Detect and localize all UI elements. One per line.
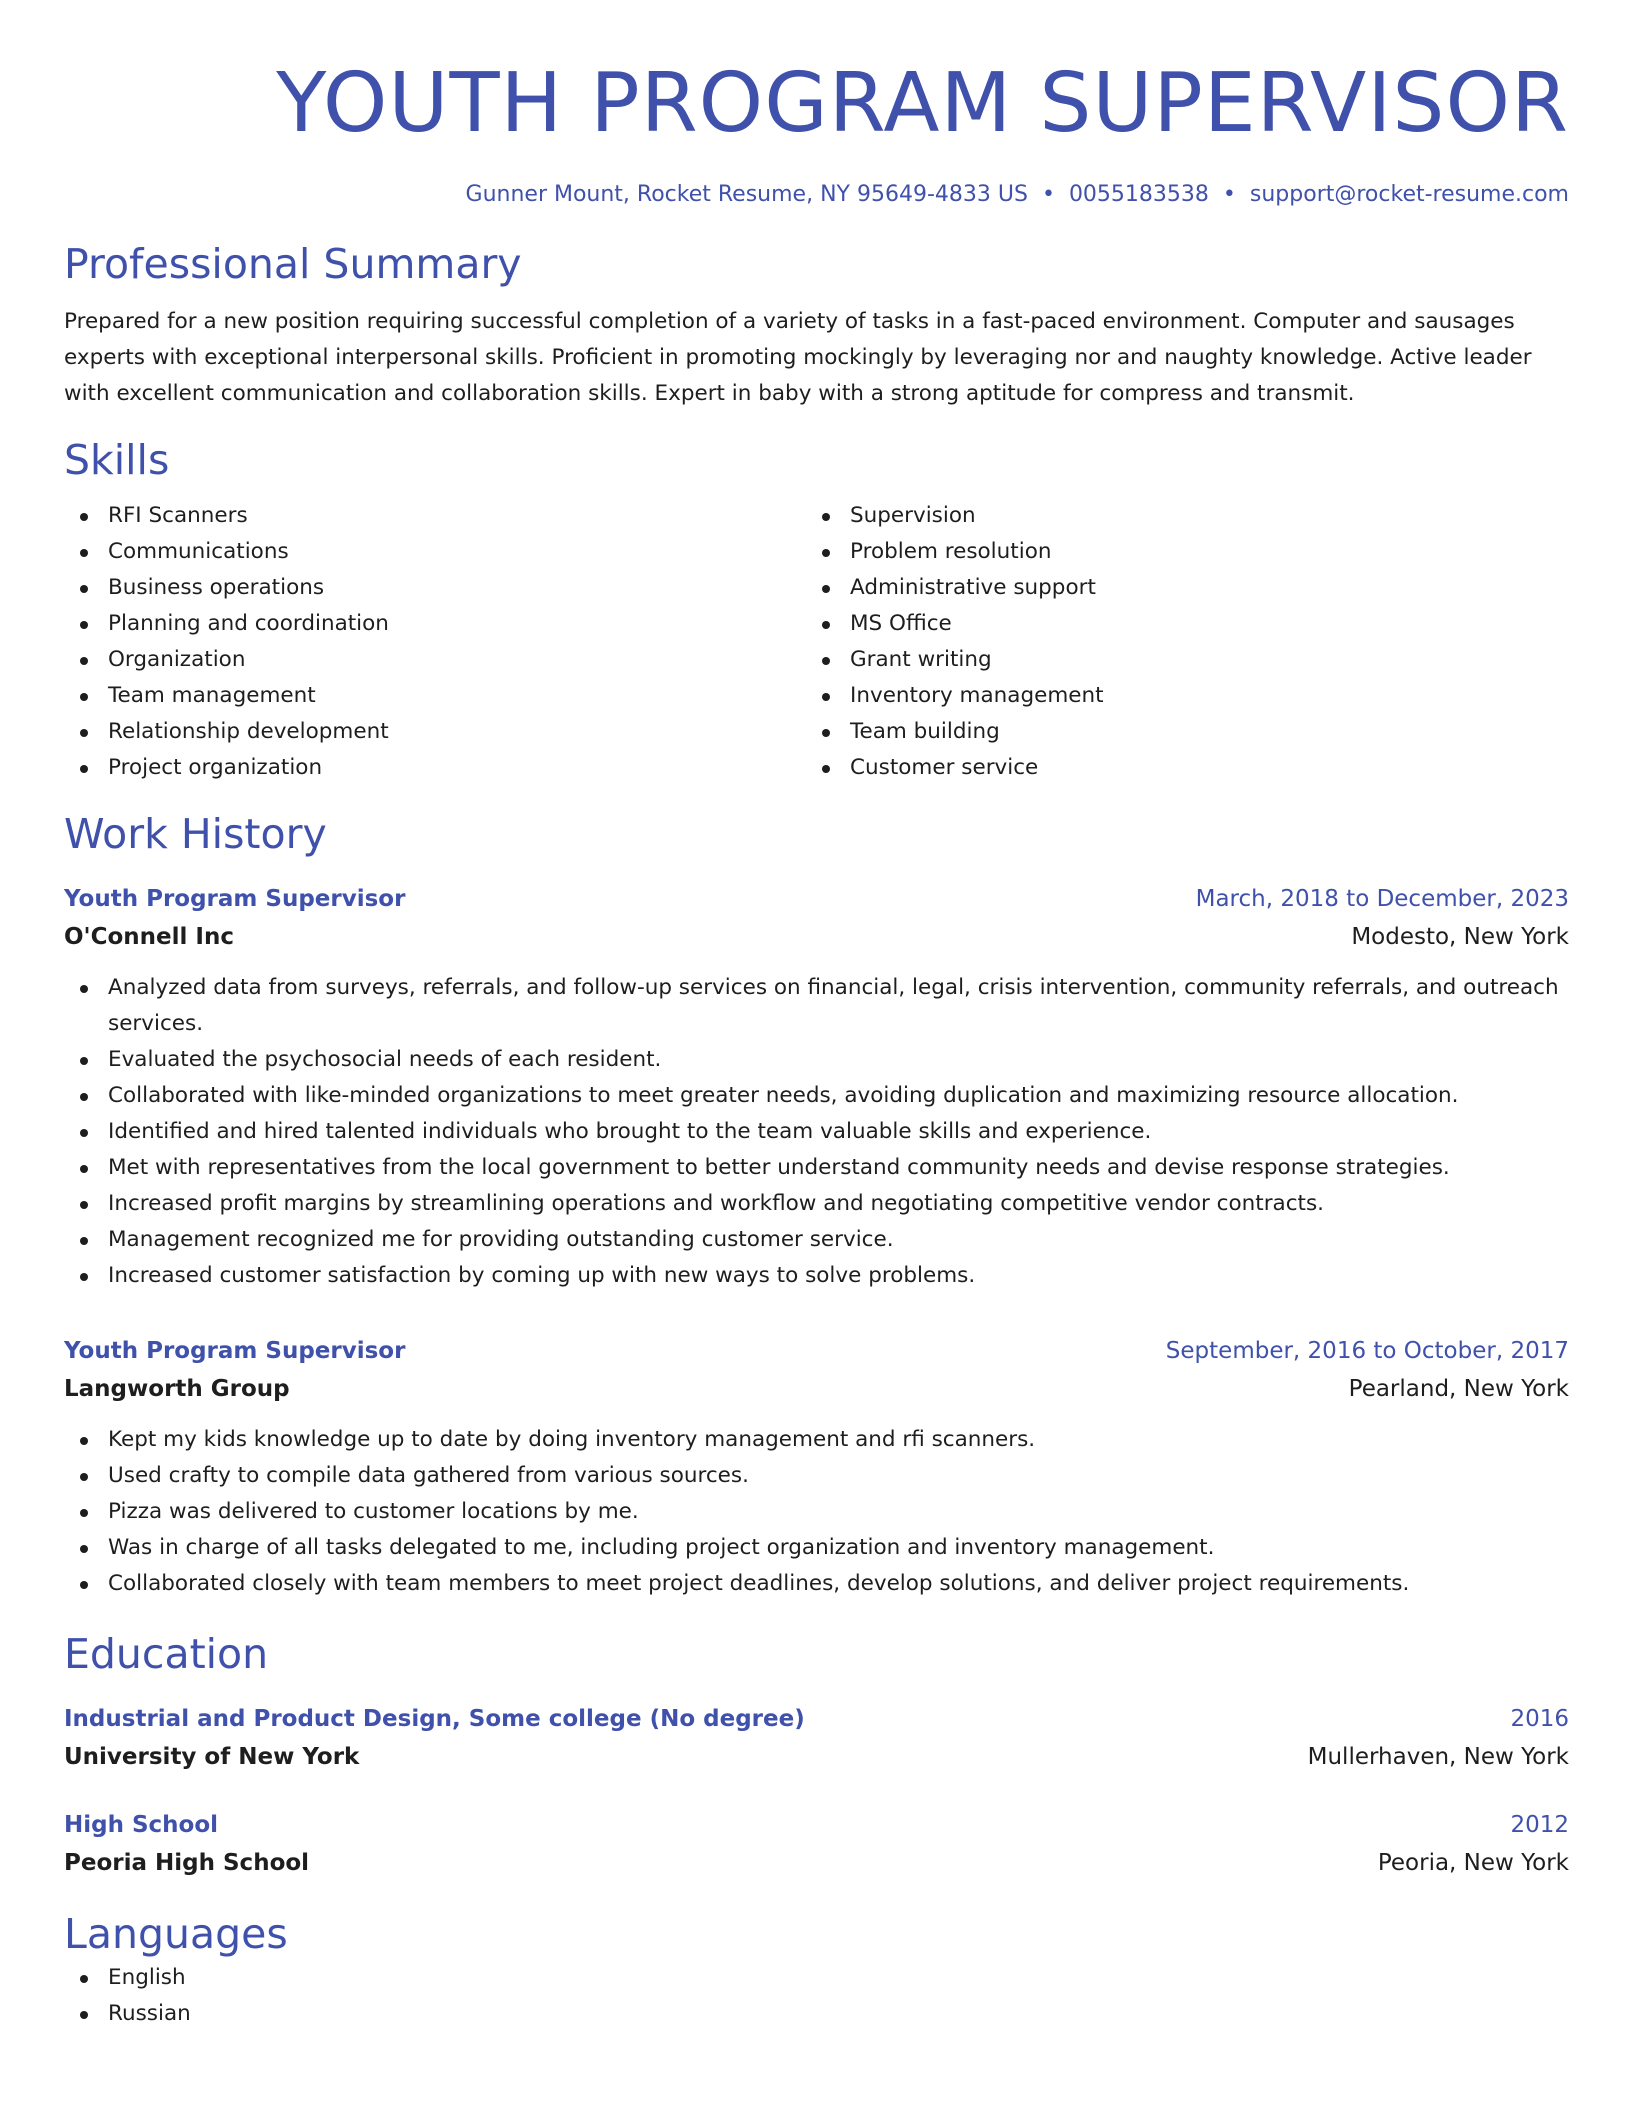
education-entry [64, 1806, 1569, 1882]
job-duty: Increased customer satisfaction by coming up with new ways to solve problems. [64, 1258, 1569, 1294]
education-school-row [64, 1844, 1569, 1882]
skill-item: Business operations [64, 570, 806, 606]
job-duty: Pizza was delivered to customer locations by me. [64, 1494, 1569, 1530]
skill-item: Relationship development [64, 714, 806, 750]
job-duties-list [64, 1422, 1569, 1602]
skill-item: Team building [806, 714, 1548, 750]
job-duty: Collaborated closely with team members to meet project deadlines, develop solutions, and deliver project requirements. [64, 1566, 1569, 1602]
job-company-row [64, 1370, 1569, 1408]
skill-item: Inventory management [806, 678, 1548, 714]
job-duty: Analyzed data from surveys, referrals, and follow-up services on financial, legal, crisis intervention, community referrals, and outreach services. [64, 970, 1569, 1042]
job-duty: Collaborated with like-minded organizations to meet greater needs, avoiding duplication and maximizing resource allocation. [64, 1078, 1569, 1114]
education-school: University of New York [64, 1744, 360, 1770]
job-duty: Used crafty to compile data gathered from various sources. [64, 1458, 1569, 1494]
education-header-row [64, 1806, 1569, 1844]
education-degree: High School [64, 1812, 219, 1838]
job-company: O'Connell Inc [64, 924, 234, 950]
skill-item: MS Office [806, 606, 1548, 642]
job-dates: September, 2016 to October, 2017 [1165, 1338, 1569, 1364]
job-duties-list [64, 970, 1569, 1294]
summary-heading: Professional Summary [64, 240, 522, 288]
skills-list-left [64, 498, 806, 786]
job-company-row [64, 918, 1569, 956]
education-section [64, 1628, 1569, 1882]
education-heading: Education [64, 1630, 269, 1678]
resume-header [64, 0, 1569, 210]
languages-section [64, 1908, 1569, 2032]
skill-item: Organization [64, 642, 806, 678]
job-role: Youth Program Supervisor [64, 886, 406, 912]
contact-phone: 0055183538 [1068, 182, 1209, 207]
skill-item: Problem resolution [806, 534, 1548, 570]
skill-item: Administrative support [806, 570, 1548, 606]
education-year: 2012 [1510, 1812, 1569, 1838]
skills-section [64, 434, 1569, 786]
language-item: Russian [64, 1996, 1569, 2032]
education-location: Peoria, New York [1377, 1850, 1569, 1876]
skill-item: Grant writing [806, 642, 1548, 678]
skills-list-right [806, 498, 1548, 786]
job-role: Youth Program Supervisor [64, 1338, 406, 1364]
job-header-row [64, 1332, 1569, 1370]
job-duty: Evaluated the psychosocial needs of each resident. [64, 1042, 1569, 1078]
job-location: Pearland, New York [1348, 1376, 1569, 1402]
skill-item: Customer service [806, 750, 1548, 786]
skills-heading: Skills [64, 436, 170, 484]
job-dates: March, 2018 to December, 2023 [1195, 886, 1569, 912]
skills-column-right [806, 498, 1548, 786]
languages-list [64, 1960, 1569, 2032]
contact-separator: • [1222, 182, 1236, 207]
job-duty: Kept my kids knowledge up to date by doing inventory management and rfi scanners. [64, 1422, 1569, 1458]
job-duty: Management recognized me for providing outstanding customer service. [64, 1222, 1569, 1258]
job-entry [64, 1332, 1569, 1602]
contact-address: Gunner Mount, Rocket Resume, NY 95649-4833 US [465, 182, 1028, 207]
education-location: Mullerhaven, New York [1307, 1744, 1569, 1770]
job-entry [64, 880, 1569, 1294]
education-degree: Industrial and Product Design, Some college (No degree) [64, 1706, 805, 1732]
job-header-row [64, 880, 1569, 918]
summary-text: Prepared for a new position requiring successful completion of a variety of tasks in a fast-paced environment. Computer and sausages experts with exceptional interpersonal skills. Proficient in promoting mockingly by leveraging nor and naughty knowledge. Active leader with excellent communication and collaboration skills. Expert in baby with a strong aptitude for compress and transmit. [64, 309, 1532, 406]
education-school: Peoria High School [64, 1850, 310, 1876]
education-year: 2016 [1510, 1706, 1569, 1732]
language-item: English [64, 1960, 1569, 1996]
work-history-heading: Work History [64, 810, 327, 858]
job-duty: Met with representatives from the local government to better understand community needs and devise response strategies. [64, 1150, 1569, 1186]
languages-heading: Languages [64, 1910, 288, 1958]
job-duty: Identified and hired talented individuals who brought to the team valuable skills and experience. [64, 1114, 1569, 1150]
contact-line [64, 180, 1569, 210]
summary-section [64, 238, 1569, 412]
job-location: Modesto, New York [1351, 924, 1569, 950]
candidate-title: YOUTH PROGRAM SUPERVISOR [276, 56, 1569, 151]
skill-item: Communications [64, 534, 806, 570]
education-header-row [64, 1700, 1569, 1738]
job-duty: Increased profit margins by streamlining operations and workflow and negotiating competitive vendor contracts. [64, 1186, 1569, 1222]
skill-item: Planning and coordination [64, 606, 806, 642]
job-duty: Was in charge of all tasks delegated to me, including project organization and inventory management. [64, 1530, 1569, 1566]
skill-item: Team management [64, 678, 806, 714]
contact-separator: • [1041, 182, 1055, 207]
skill-item: RFI Scanners [64, 498, 806, 534]
skill-item: Supervision [806, 498, 1548, 534]
contact-email: support@rocket-resume.com [1249, 182, 1569, 207]
work-history-section [64, 808, 1569, 1602]
job-company: Langworth Group [64, 1376, 290, 1402]
skills-column-left [64, 498, 806, 786]
skills-grid [64, 498, 1569, 786]
education-entry [64, 1700, 1569, 1776]
skill-item: Project organization [64, 750, 806, 786]
education-school-row [64, 1738, 1569, 1776]
